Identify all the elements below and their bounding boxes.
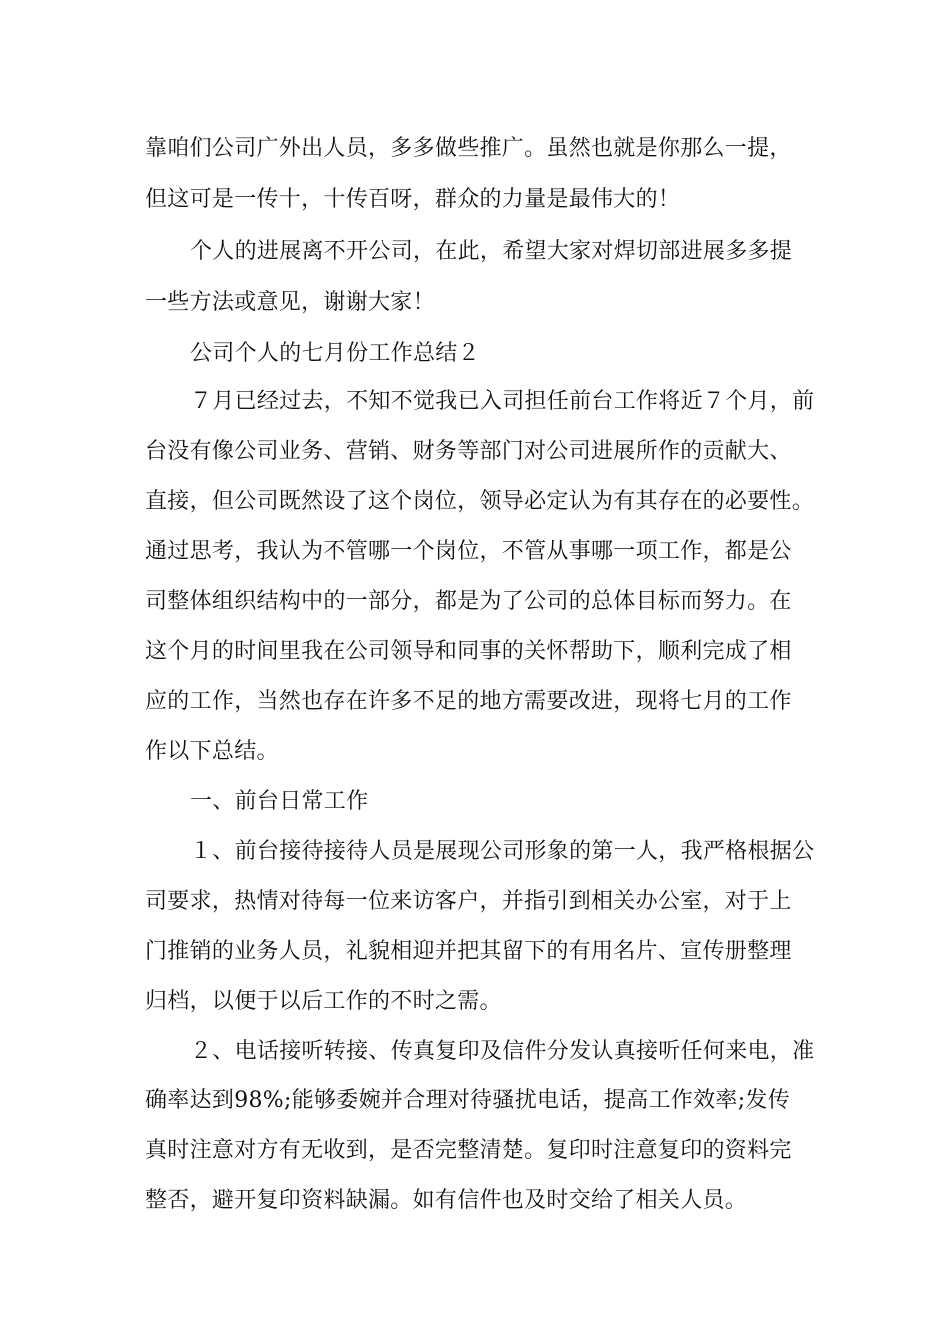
- section-heading: 一、前台日常工作: [190, 789, 369, 814]
- text-line: 确率达到98%;能够委婉并合理对待骚扰电话，提高工作效率;发传: [145, 1088, 791, 1113]
- text-line: 靠咱们公司广外出人员，多多做些推广。虽然也就是你那么一提，: [145, 136, 792, 161]
- text-line: 一些方法或意见，谢谢大家！: [145, 290, 435, 315]
- text-line: 但这可是一传十，十传百呀，群众的力量是最伟大的！: [145, 187, 681, 212]
- text-line: 应的工作，当然也存在许多不足的地方需要改进，现将七月的工作: [145, 689, 792, 714]
- text-line: 门推销的业务人员，礼貌相迎并把其留下的有用名片、宣传册整理: [145, 939, 792, 964]
- text-line: 司要求，热情对待每一位来访客户，并指引到相关办公室，对于上: [145, 889, 792, 914]
- text-line: 真时注意对方有无收到，是否完整清楚。复印时注意复印的资料完: [145, 1138, 792, 1163]
- text-line: ７月已经过去，不知不觉我已入司担任前台工作将近７个月，前: [190, 389, 815, 414]
- text-line: 通过思考，我认为不管哪一个岗位，不管从事哪一项工作，都是公: [145, 539, 792, 564]
- text-line: 司整体组织结构中的一部分，都是为了公司的总体目标而努力。在: [145, 589, 792, 614]
- text-line: 个人的进展离不开公司，在此，希望大家对焊切部进展多多提: [190, 239, 793, 264]
- text-line: 整否，避开复印资料缺漏。如有信件也及时交给了相关人员。: [145, 1188, 748, 1213]
- text-line: １、前台接待接待人员是展现公司形象的第一人，我严格根据公: [190, 839, 815, 864]
- text-line: 直接，但公司既然设了这个岗位，领导必定认为有其存在的必要性。: [145, 489, 815, 514]
- text-line: 台没有像公司业务、营销、财务等部门对公司进展所作的贡献大、: [145, 439, 792, 464]
- text-line: ２、电话接听转接、传真复印及信件分发认真接听任何来电，准: [190, 1039, 815, 1064]
- text-line: 这个月的时间里我在公司领导和同事的关怀帮助下，顺利完成了相: [145, 639, 792, 664]
- section-heading: 公司个人的七月份工作总结２: [190, 341, 480, 366]
- text-line: 归档，以便于以后工作的不时之需。: [145, 989, 502, 1014]
- text-line: 作以下总结。: [145, 739, 279, 764]
